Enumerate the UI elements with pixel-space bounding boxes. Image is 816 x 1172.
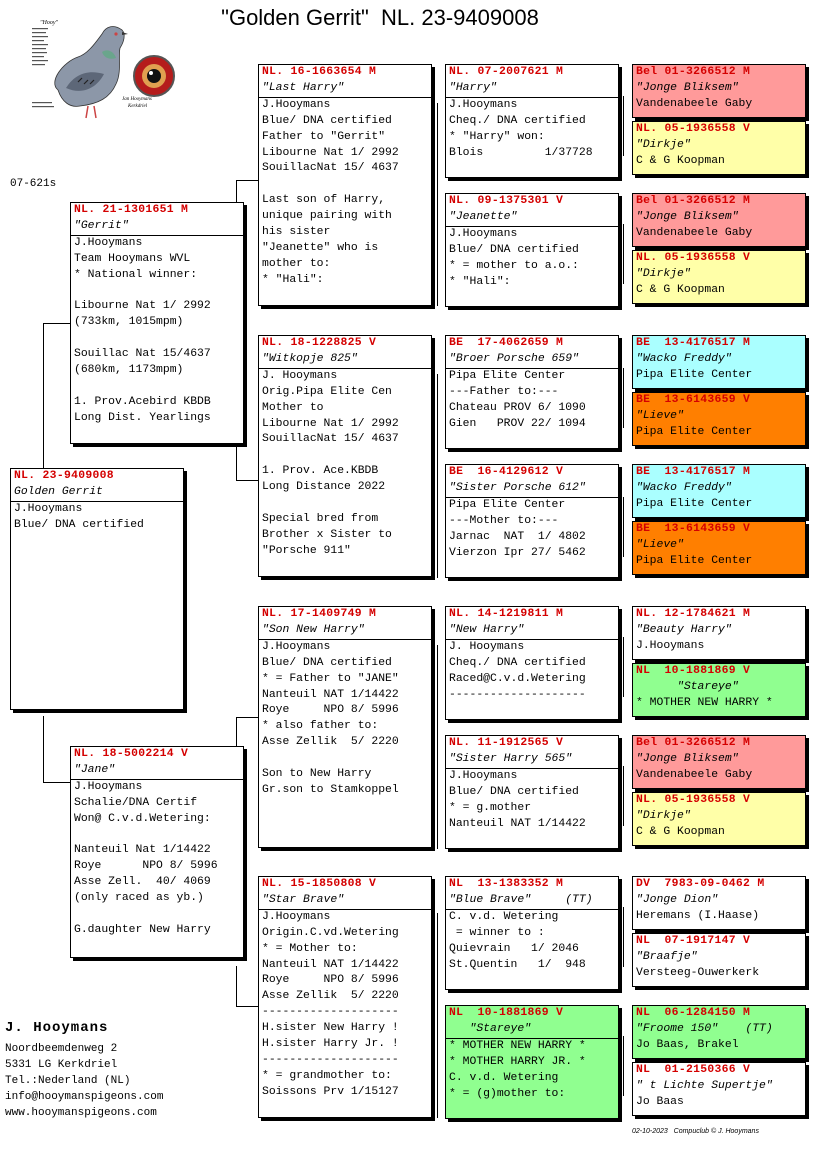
info-line: ---Mother to:--- [449,514,559,527]
info-line: Vandenabeele Gaby [636,768,753,781]
info-line: * "Harry" won: [449,130,545,143]
pigeon-box-g5[interactable] [632,1062,806,1116]
info-line: J. Hooymans [449,640,525,653]
info-line: ---Father to:--- [449,385,559,398]
info-line: SouillacNat 15/ 4637 [262,162,399,175]
info-line: Asse Zellik 5/ 2220 [262,736,399,749]
info-line: Roye NPO 8/ 5996 [74,860,218,873]
connector [236,717,258,718]
info-line: Libourne Nat 1/ 2992 [262,146,399,159]
info-line: * also father to: [262,720,379,733]
info-line: Raced@C.v.d.Wetering [449,672,586,685]
info-line: Long Distance 2022 [262,481,386,494]
breeder-website[interactable]: www.hooymanspigeons.com [5,1106,157,1119]
info-line: * National winner: [74,268,198,281]
pigeon-name: "Gerrit" [71,219,243,236]
info-line: Brother x Sister to [262,528,392,541]
pigeon-box-g5[interactable] [632,521,806,575]
ring-number: NL 10-1881869 V [636,665,751,677]
pigeon-name: "Froome 150" (TT) [636,1022,773,1035]
pigeon-box-g5[interactable] [632,335,806,389]
ring-number: NL. 05-1936558 V [636,794,751,806]
ring-number: NL. 18-1228825 V [262,337,377,349]
ring-number: NL. 23-9409008 [14,470,114,482]
pigeon-name: "Stareye" [446,1022,618,1039]
info-line: SouillacNat 15/ 4637 [262,433,399,446]
info-line: Gr.son to Stamkoppel [262,783,399,796]
pigeon-box-father[interactable] [70,202,244,444]
ring-number: NL. 05-1936558 V [636,123,751,135]
info-line: mother to: [262,257,331,270]
info-line: Nanteuil NAT 1/14422 [262,958,399,971]
pigeon-name: "Broer Porsche 659" [446,352,618,369]
pigeon-name: "Dirkje" [636,809,691,822]
pigeon-name: "Beauty Harry" [636,623,732,636]
pigeon-box-fff[interactable] [445,64,619,178]
info-line: Soissons Prv 1/15127 [262,1085,399,1098]
info-line: Blue/ DNA certified [262,114,392,127]
ring-number: NL. 12-1784621 M [636,608,751,620]
pigeon-box-g5[interactable] [632,735,806,789]
info-line [71,331,243,347]
info-line: "Jeanette" who is [262,241,379,254]
info-line: Heremans (I.Haase) [636,909,760,922]
breeder-address: Noordbeemdenweg 2 [5,1043,118,1055]
info-line: Gien PROV 22/ 1094 [449,417,586,430]
info-line: Versteeg-Ouwerkerk [636,966,760,979]
info-line: "Porsche 911" [262,544,351,557]
breeder-name: J. Hooymans [5,1020,109,1036]
ring-number: BE 13-4176517 M [636,466,751,478]
connector [623,907,624,967]
ring-number: NL. 21-1301651 M [74,204,189,216]
info-line: C. v.d. Wetering [449,910,559,923]
info-line: 1. Prov.Acebird KBDB [74,395,211,408]
info-line: Origin.C.vd.Wetering [262,926,399,939]
info-line: J.Hooymans [636,639,705,652]
info-line: Jarnac NAT 1/ 4802 [449,530,586,543]
connector [236,180,258,181]
info-line: C & G Koopman [636,154,725,167]
pigeon-name: "Last Harry" [259,81,431,98]
info-line: * = g.mother [449,801,532,814]
ring-number: NL 06-1284150 M [636,1007,751,1019]
info-line [259,448,431,464]
info-line: C & G Koopman [636,825,725,838]
info-line: * "Hali": [262,273,324,286]
connector [623,96,624,156]
logo-side-text: "Hooy" [40,20,59,26]
info-line: J.Hooymans [262,640,331,653]
info-line: * MOTHER NEW HARRY * [636,696,773,709]
info-line: C & G Koopman [636,283,725,296]
pigeon-name: "Wacko Freddy" [636,481,732,494]
info-line: Pipa Elite Center [636,425,753,438]
pigeon-box-mff[interactable] [445,606,619,720]
connector [623,224,624,284]
pigeon-name: "Sister Porsche 612" [446,481,618,498]
connector [236,447,237,480]
breeder-postcode: 5331 LG Kerkdriel [5,1058,118,1071]
info-line: Vierzon Ipr 27/ 5462 [449,546,586,559]
pigeon-name: "Dirkje" [636,267,691,280]
info-line: Vandenabeele Gaby [636,226,753,239]
pigeon-box-fmf[interactable] [445,335,619,449]
info-line [259,496,431,512]
pigeon-box-mf[interactable] [258,606,432,848]
connector [623,766,624,826]
connector [236,180,237,202]
info-line: H.sister Harry Jr. ! [262,1038,399,1051]
ring-number: NL. 18-5002214 V [74,748,189,760]
pigeon-box-g5[interactable] [632,1005,806,1059]
pigeon-box-mfm[interactable] [445,735,619,849]
info-line: J.Hooymans [74,780,143,793]
pigeon-name: "Witkopje 825" [259,352,431,369]
info-line: (680km, 1173mpm) [74,364,184,377]
connector [623,1036,624,1096]
ring-number: Bel 01-3266512 M [636,66,751,78]
footer-credit: 02-10-2023 Compuclub © J. Hooymans [632,1128,759,1135]
info-line: Long Dist. Yearlings [74,411,211,424]
info-line: Pipa Elite Center [449,369,566,382]
info-line: J.Hooymans [262,910,331,923]
connector [43,716,44,782]
pigeon-name: "Braafje" [636,950,698,963]
pigeon-name: "Jonge Bliksem" [636,752,739,765]
info-line [71,379,243,395]
pigeon-name: "Jonge Bliksem" [636,81,739,94]
ring-number: NL 13-1383352 M [449,878,564,890]
info-line: Pipa Elite Center [636,554,753,567]
info-line: = winner to : [449,926,545,939]
pigeon-box-g5[interactable] [632,876,806,930]
info-line: Asse Zell. 40/ 4069 [74,876,211,889]
page-title: "Golden Gerrit" NL. 23-9409008 [221,5,539,30]
breeder-info [5,1018,163,1122]
info-line: Nanteuil NAT 1/14422 [449,817,586,830]
ring-number: NL. 07-2007621 M [449,66,564,78]
info-line: Won@ C.v.d.Wetering: [74,812,211,825]
connector [43,323,70,324]
info-line: Blue/ DNA certified [262,656,392,669]
info-line [71,284,243,300]
pigeon-box-g5[interactable] [632,392,806,446]
connector [43,782,70,783]
info-line: H.sister New Harry ! [262,1022,399,1035]
info-line: Cheq./ DNA certified [449,114,586,127]
info-line: St.Quentin 1/ 948 [449,958,586,971]
pedigree-code: 07-621s [10,178,57,190]
info-line: * MOTHER HARRY JR. * [449,1055,586,1068]
pigeon-name: "Dirkje" [636,138,691,151]
info-line: Special bred from [262,512,379,525]
connector [437,103,438,306]
info-line: * = grandmother to: [262,1069,392,1082]
ring-number: BE 17-4062659 M [449,337,564,349]
pigeon-box-mmf[interactable] [445,876,619,990]
info-line: Last son of Harry, [262,194,386,207]
pigeon-name: "Stareye" [636,680,739,693]
info-line: Blue/ DNA certified [14,518,144,531]
info-line: Father to "Gerrit" [262,130,386,143]
info-line: * = Father to "JANE" [262,672,399,685]
ring-number: NL. 11-1912565 V [449,737,564,749]
ring-number: NL. 05-1936558 V [636,252,751,264]
info-line: Pipa Elite Center [636,368,753,381]
pigeon-name: Golden Gerrit [11,485,183,502]
info-line [259,751,431,767]
info-line: Cheq./ DNA certified [449,656,586,669]
info-line: -------------------- [262,1053,399,1066]
info-line: Team Hooymans WVL [74,252,191,265]
pigeon-name: "Star Brave" [259,893,431,910]
pigeon-name: "Wacko Freddy" [636,352,732,365]
connector [623,637,624,697]
ring-number: NL. 16-1663654 M [262,66,377,78]
info-line: -------------------- [449,688,586,701]
ring-number: NL. 09-1375301 V [449,195,564,207]
info-line [71,828,243,844]
info-line: J.Hooymans [449,98,518,111]
ring-number: NL 01-2150366 V [636,1064,751,1076]
info-line: J.Hooymans [449,769,518,782]
info-line [71,907,243,923]
logo-name: Jan Hooymans [122,97,152,102]
info-line: Roye NPO 8/ 5996 [262,704,399,717]
pigeon-name: "New Harry" [446,623,618,640]
info-line: Roye NPO 8/ 5996 [262,974,399,987]
pigeon-name: "Blue Brave" (TT) [446,893,618,910]
info-line: Schalie/DNA Certif [74,796,198,809]
info-line: (733km, 1015mpm) [74,316,184,329]
info-line: Souillac Nat 15/4637 [74,348,211,361]
info-line: Nanteuil Nat 1/14422 [74,844,211,857]
ring-number: NL. 15-1850808 V [262,878,377,890]
pigeon-box-ff[interactable] [258,64,432,306]
info-line: * MOTHER NEW HARRY * [449,1039,586,1052]
info-line: (only raced as yb.) [74,892,204,905]
pigeon-box-mm[interactable] [258,876,432,1118]
info-line: Asse Zellik 5/ 2220 [262,990,399,1003]
info-line: -------------------- [262,1006,399,1019]
info-line: Orig.Pipa Elite Cen [262,385,392,398]
info-line: J.Hooymans [262,98,331,111]
info-line: J. Hooymans [262,369,338,382]
connector [236,1006,258,1007]
pigeon-box-g5[interactable] [632,193,806,247]
pigeon-box-ffm[interactable] [445,193,619,307]
pigeon-box-mmm[interactable] [445,1005,619,1119]
info-line: Vandenabeele Gaby [636,97,753,110]
info-line: Jo Baas, Brakel [636,1038,739,1051]
pigeon-name: "Harry" [446,81,618,98]
connector [43,323,44,468]
info-line: * = Mother to: [262,942,358,955]
connector [437,645,438,849]
ring-number: Bel 01-3266512 M [636,195,751,207]
connector [236,966,237,1006]
info-line: * = mother to a.o.: [449,259,579,272]
info-line: Jo Baas [636,1095,684,1108]
ring-number: NL. 17-1409749 M [262,608,377,620]
pigeon-box-g5[interactable] [632,606,806,660]
info-line: J.Hooymans [74,236,143,249]
ring-number: BE 13-6143659 V [636,394,751,406]
info-line: Libourne Nat 1/ 2992 [262,417,399,430]
pigeon-box-main[interactable] [10,468,184,710]
info-line: Blue/ DNA certified [449,785,579,798]
info-line: Pipa Elite Center [636,497,753,510]
info-line: J.Hooymans [449,227,518,240]
pigeon-box-g5[interactable] [632,464,806,518]
ring-number: BE 16-4129612 V [449,466,564,478]
info-line [259,177,431,193]
pigeon-box-mother[interactable] [70,746,244,958]
info-line: * "Hali": [449,275,511,288]
info-line: C. v.d. Wetering [449,1071,559,1084]
ring-number: Bel 01-3266512 M [636,737,751,749]
info-line: Nanteuil NAT 1/14422 [262,688,399,701]
breeder-phone: Tel.:Nederland (NL) [5,1074,131,1087]
info-line: G.daughter New Harry [74,923,211,936]
pigeon-box-g5[interactable] [632,250,806,304]
info-line: Blue/ DNA certified [449,243,579,256]
connector [437,913,438,1118]
info-line: J.Hooymans [14,502,83,515]
pigeon-name: "Jane" [71,763,243,780]
ring-number: BE 13-4176517 M [636,337,751,349]
ring-number: NL. 14-1219811 M [449,608,564,620]
connector [236,480,258,481]
pigeon-box-fm[interactable] [258,335,432,577]
info-line: his sister [262,226,331,239]
info-line: Mother to [262,401,324,414]
connector [623,497,624,557]
pigeon-name: "Lieve" [636,538,684,551]
ring-number: NL 10-1881869 V [449,1007,564,1019]
ring-number: DV 7983-09-0462 M [636,878,765,890]
pigeon-name: "Lieve" [636,409,684,422]
ring-number: NL 07-1917147 V [636,935,751,947]
pigeon-box-fmm[interactable] [445,464,619,578]
info-line: Quievrain 1/ 2046 [449,942,579,955]
breeder-email[interactable]: info@hooymanspigeons.com [5,1090,164,1103]
logo-place: Kerkdriel [128,104,148,109]
pigeon-name: "Son New Harry" [259,623,431,640]
pigeon-logo [18,12,188,132]
connector [623,368,624,428]
pigeon-name: "Jeanette" [446,210,618,227]
info-line: unique pairing with [262,210,392,223]
connector [437,374,438,578]
pigeon-box-g5[interactable] [632,64,806,118]
info-line: Son to New Harry [262,768,372,781]
info-line: Blois 1/37728 [449,146,593,159]
pigeon-name: "Jonge Bliksem" [636,210,739,223]
info-line: Pipa Elite Center [449,498,566,511]
info-line: 1. Prov. Ace.KBDB [262,465,379,478]
pigeon-box-g5[interactable] [632,663,806,717]
ring-number: BE 13-6143659 V [636,523,751,535]
pigeon-name: "Jonge Dion" [636,893,719,906]
pigeon-name: " t Lichte Supertje" [636,1079,773,1092]
info-line: * = (g)mother to: [449,1087,566,1100]
pigeon-box-g5[interactable] [632,121,806,175]
info-line: Libourne Nat 1/ 2992 [74,300,211,313]
pigeon-box-g5[interactable] [632,792,806,846]
pigeon-name: "Sister Harry 565" [446,752,618,769]
info-line: Chateau PROV 6/ 1090 [449,401,586,414]
pigeon-box-g5[interactable] [632,933,806,987]
